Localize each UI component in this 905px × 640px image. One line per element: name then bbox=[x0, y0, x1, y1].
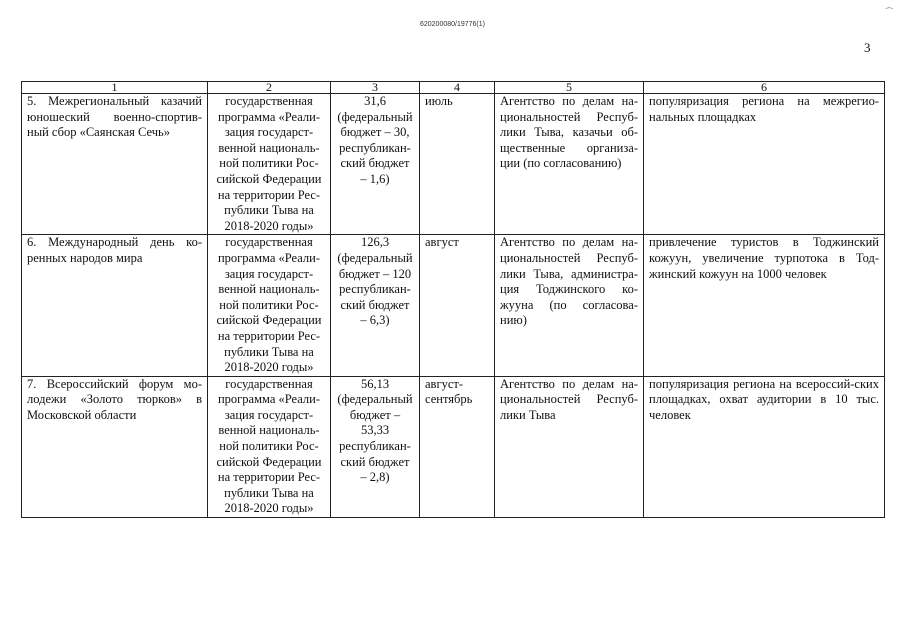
executor: Агентство по делам на-циональностей Респуб-лики Тыва, администра-ция Тоджинского ко-жууна (по согласова-нию) bbox=[495, 235, 644, 376]
event-name: 5. Межрегиональный казачий юношеский военно-спортив-ный сбор «Саянская Сечь» bbox=[22, 94, 208, 235]
column-header-3: 3 bbox=[331, 82, 420, 94]
event-period: август-сентябрь bbox=[420, 376, 495, 517]
column-header-1: 1 bbox=[22, 82, 208, 94]
funding-source: государственная программа «Реали-зация государст-венной националь-ной политики Рос-сийской Федерации на территории Рес-публики Тыва на 2018-2020 годы» bbox=[208, 94, 331, 235]
table-row bbox=[22, 376, 885, 517]
events-table bbox=[21, 81, 885, 518]
budget-amount: 31,6 (федеральный бюджет – 30, республикан-ский бюджет – 1,6) bbox=[331, 94, 420, 235]
funding-source: государственная программа «Реали-зация государст-венной националь-ной политики Рос-сийской Федерации на территории Рес-публики Тыва на 2018-2020 годы» bbox=[208, 376, 331, 517]
column-header-6: 6 bbox=[644, 82, 885, 94]
event-period: август bbox=[420, 235, 495, 376]
expected-result: привлечение туристов в Тоджинский кожуун, увеличение турпотока в Тод-жинский кожуун на 1000 человек bbox=[644, 235, 885, 376]
budget-amount: 56,13 (федеральный бюджет – 53,33 республикан-ский бюджет – 2,8) bbox=[331, 376, 420, 517]
column-header-5: 5 bbox=[495, 82, 644, 94]
header-row bbox=[22, 82, 885, 94]
event-name: 6. Международный день ко-ренных народов мира bbox=[22, 235, 208, 376]
budget-amount: 126,3 (федеральный бюджет – 120 республикан-ский бюджет – 6,3) bbox=[331, 235, 420, 376]
page-number: 3 bbox=[864, 40, 871, 55]
column-header-2: 2 bbox=[208, 82, 331, 94]
column-header-4: 4 bbox=[420, 82, 495, 94]
table-row bbox=[22, 235, 885, 376]
corner-mark: ⁀ bbox=[886, 8, 893, 17]
event-name: 7. Всероссийский форум мо-лодежи «Золото тюрков» в Московской области bbox=[22, 376, 208, 517]
executor: Агентство по делам на-циональностей Респуб-лики Тыва bbox=[495, 376, 644, 517]
event-period: июль bbox=[420, 94, 495, 235]
funding-source: государственная программа «Реали-зация государст-венной националь-ной политики Рос-сийской Федерации на территории Рес-публики Тыва на 2018-2020 годы» bbox=[208, 235, 331, 376]
executor: Агентство по делам на-циональностей Респуб-лики Тыва, казачьи об-щественные организа-ции (по согласованию) bbox=[495, 94, 644, 235]
expected-result: популяризация региона на всероссий-ских площадках, охват аудитории в 10 тыс. человек bbox=[644, 376, 885, 517]
expected-result: популяризация региона на межрегио-нальных площадках bbox=[644, 94, 885, 235]
table-row bbox=[22, 94, 885, 235]
document-id: 620200080/19776(1) bbox=[419, 21, 485, 28]
